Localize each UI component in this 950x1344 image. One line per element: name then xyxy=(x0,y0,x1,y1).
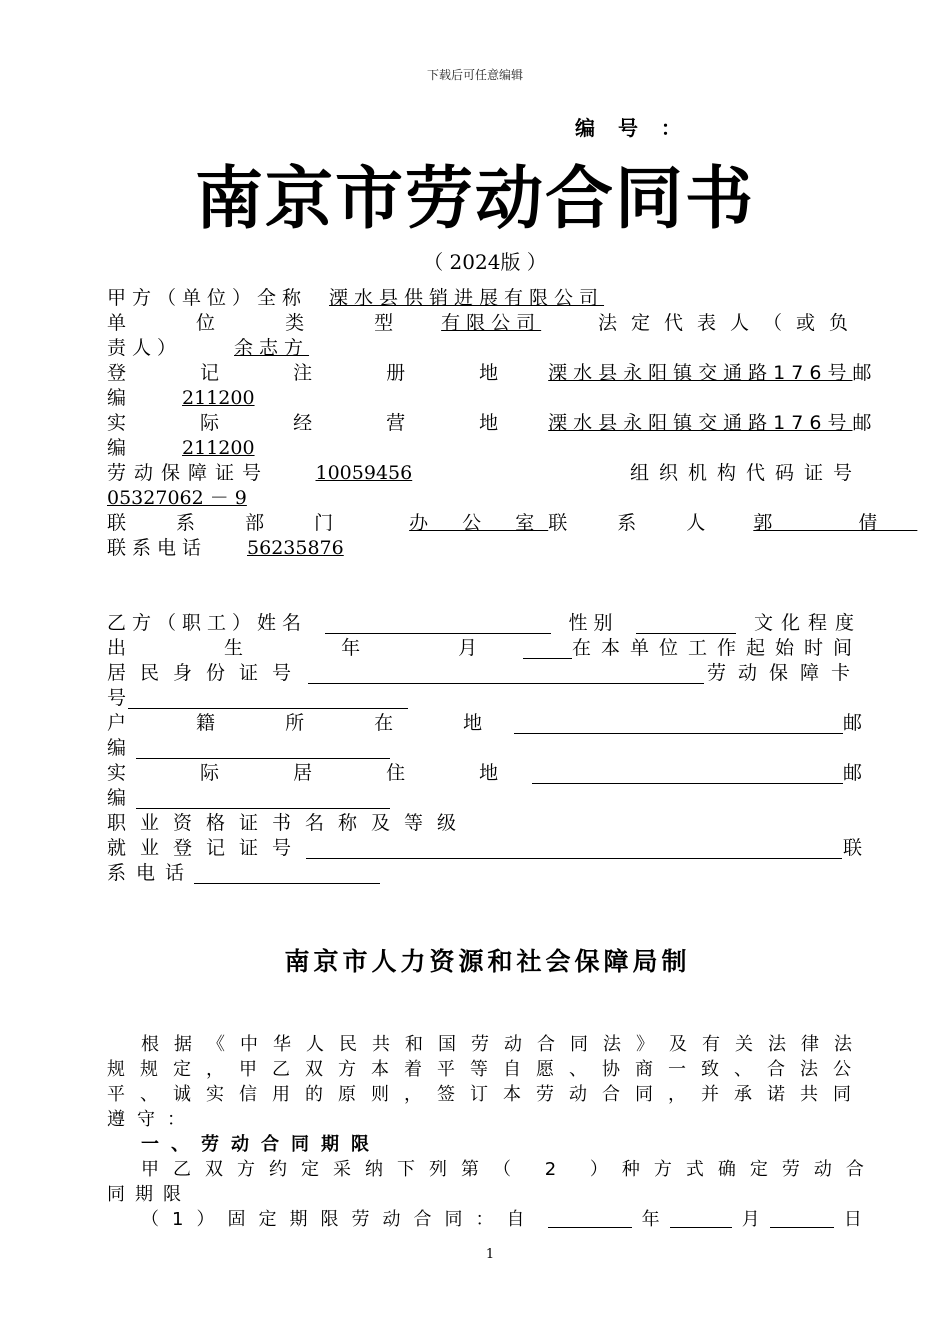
legal-rep-label-cont: 责人） xyxy=(107,337,183,359)
contract-body xyxy=(107,1032,878,1232)
op-postcode-label: 邮 xyxy=(852,412,872,434)
party-a-name-value: 溧水县供销进展有限公司 xyxy=(329,287,605,309)
insurance-row xyxy=(107,461,862,486)
party-b-phone-label-cont: 系电话 xyxy=(107,862,195,884)
body-line xyxy=(107,1057,866,1082)
start-year-field[interactable] xyxy=(548,1207,632,1228)
year-label: 年 xyxy=(641,1209,660,1230)
card-field[interactable] xyxy=(128,688,408,709)
insurance-label: 劳动保障证号 xyxy=(107,462,270,484)
start-month-field[interactable] xyxy=(670,1207,732,1228)
hukou-row xyxy=(107,711,862,736)
reg-postcode-value: 211200 xyxy=(182,387,255,409)
hukou-postcode-field[interactable] xyxy=(136,738,390,759)
card-row xyxy=(107,686,862,711)
residence-label: 实 际 居 住 地 xyxy=(107,762,533,784)
party-a-name-row xyxy=(107,286,862,311)
body-line xyxy=(107,1157,878,1182)
hukou-postcode-label: 邮 xyxy=(842,712,862,734)
id-label: 居民身份证号 xyxy=(107,662,306,684)
body-line xyxy=(107,1107,862,1132)
hukou-postcode-row xyxy=(107,736,862,761)
party-info-section xyxy=(107,286,918,886)
body-line xyxy=(107,1082,866,1107)
dept-value: 办 公 室 xyxy=(409,512,549,534)
cert-row xyxy=(107,811,862,836)
reg-postcode-row xyxy=(107,386,862,411)
reg-addr-value: 溧水县永阳镇交通路176号 xyxy=(548,362,853,384)
org-code-label: 组织机构代码证号 xyxy=(629,462,862,484)
org-code-value: 05327062 － 9 xyxy=(107,487,247,509)
start-date-label: 在本单位工作起始时间 xyxy=(571,637,862,659)
employment-label: 就业登记证号 xyxy=(107,837,306,859)
birth-row xyxy=(107,636,862,661)
section-1-heading: 一、劳动合同期限 xyxy=(141,1134,381,1155)
residence-postcode-label: 邮 xyxy=(842,762,862,784)
gender-field[interactable] xyxy=(636,613,736,634)
op-postcode-value: 211200 xyxy=(182,437,255,459)
body-line xyxy=(107,1032,867,1057)
residence-row xyxy=(107,761,862,786)
legal-rep-value: 余志方 xyxy=(234,337,310,359)
card-label-cont: 号 xyxy=(107,687,127,709)
residence-field[interactable] xyxy=(532,763,843,784)
party-a-type-label: 单 位 类 型 xyxy=(107,312,426,334)
reg-addr-row xyxy=(107,361,872,386)
contact-value: 郭 倩 xyxy=(753,512,918,534)
party-b-name-field[interactable] xyxy=(325,613,551,634)
op-addr-value: 溧水县永阳镇交通路176号 xyxy=(548,412,853,434)
party-a-type-value: 有限公司 xyxy=(441,312,542,334)
party-a-type-row xyxy=(107,311,862,336)
birth-label: 出 生 年 月 xyxy=(107,637,524,659)
residence-postcode-field[interactable] xyxy=(136,788,390,809)
residence-postcode-label-cont: 编 xyxy=(107,787,127,809)
party-b-name-row xyxy=(107,611,862,636)
para-1-line-2: 规规定，甲乙双方本着平等自愿、协商一致、合法公 xyxy=(107,1059,866,1080)
card-label: 劳动保障卡 xyxy=(706,662,862,684)
para-2-line-2: 同期限 xyxy=(107,1184,191,1205)
cert-label: 职业资格证书名称及等级 xyxy=(107,812,471,834)
body-line xyxy=(107,1182,862,1207)
employment-field[interactable] xyxy=(306,838,842,859)
org-code-row xyxy=(107,486,862,511)
party-a-name-label: 甲方（单位）全称 xyxy=(107,287,308,309)
para-2-line-1: 甲乙双方约定采纳下列第（ 2 ）种方式确定劳动合 xyxy=(141,1159,878,1180)
op-postcode-row xyxy=(107,436,862,461)
page-number: 1 xyxy=(485,1247,495,1262)
body-line xyxy=(107,1207,862,1232)
party-a-legal-rep-row xyxy=(107,336,862,361)
phone-value: 56235876 xyxy=(247,537,344,559)
reg-postcode-label-cont: 编 xyxy=(107,387,127,409)
gender-label: 性别 xyxy=(568,612,619,634)
start-day-field[interactable] xyxy=(770,1207,834,1228)
header-note: 下载后可任意编辑 xyxy=(426,68,523,82)
employment-row xyxy=(107,836,862,861)
party-b-phone-label: 联 xyxy=(842,837,862,859)
contact-label: 联 系 人 xyxy=(548,512,728,534)
month-label: 月 xyxy=(741,1209,760,1230)
legal-rep-label: 法定代表人（或负 xyxy=(597,312,862,334)
hukou-label: 户 籍 所 在 地 xyxy=(107,712,515,734)
dept-label: 联 系 部 门 xyxy=(107,512,356,534)
phone-row xyxy=(107,536,862,561)
phone-label: 联系电话 xyxy=(107,537,208,559)
party-b-phone-field[interactable] xyxy=(194,863,380,884)
op-addr-row xyxy=(107,411,872,436)
hukou-field[interactable] xyxy=(514,713,843,734)
reg-addr-label: 登 记 注 册 地 xyxy=(107,362,533,384)
para-1-line-4: 遵守： xyxy=(107,1109,197,1130)
edition-label: （ 2024版 ） xyxy=(423,250,547,274)
body-line xyxy=(107,1132,862,1157)
hukou-postcode-label-cont: 编 xyxy=(107,737,127,759)
day-label: 日 xyxy=(843,1209,862,1230)
fixed-term-label: （1）固定期限劳动合同：自 xyxy=(141,1209,538,1230)
birth-field[interactable] xyxy=(523,638,572,659)
para-1-line-3: 平、诚实信用的原则，签订本劳动合同，并承诺共同 xyxy=(107,1084,866,1105)
id-field[interactable] xyxy=(308,663,704,684)
page-title: 南京市劳动合同书 xyxy=(194,160,755,239)
para-1-line-1: 根据《中华人民共和国劳动合同法》及有关法律法 xyxy=(141,1034,867,1055)
issuer-title: 南京市人力资源和社会保障局制 xyxy=(284,947,691,976)
education-label: 文化程度 xyxy=(753,612,862,634)
op-addr-label: 实 际 经 营 地 xyxy=(107,412,533,434)
party-b-name-label: 乙方（职工）姓名 xyxy=(107,612,308,634)
contact-row xyxy=(107,511,918,536)
residence-postcode-row xyxy=(107,786,862,811)
id-row xyxy=(107,661,862,686)
reg-postcode-label: 邮 xyxy=(852,362,872,384)
insurance-value: 10059456 xyxy=(315,462,413,484)
party-b-phone-row xyxy=(107,861,862,886)
op-postcode-label-cont: 编 xyxy=(107,437,127,459)
contract-number-label: 编 号 ： xyxy=(575,116,689,140)
